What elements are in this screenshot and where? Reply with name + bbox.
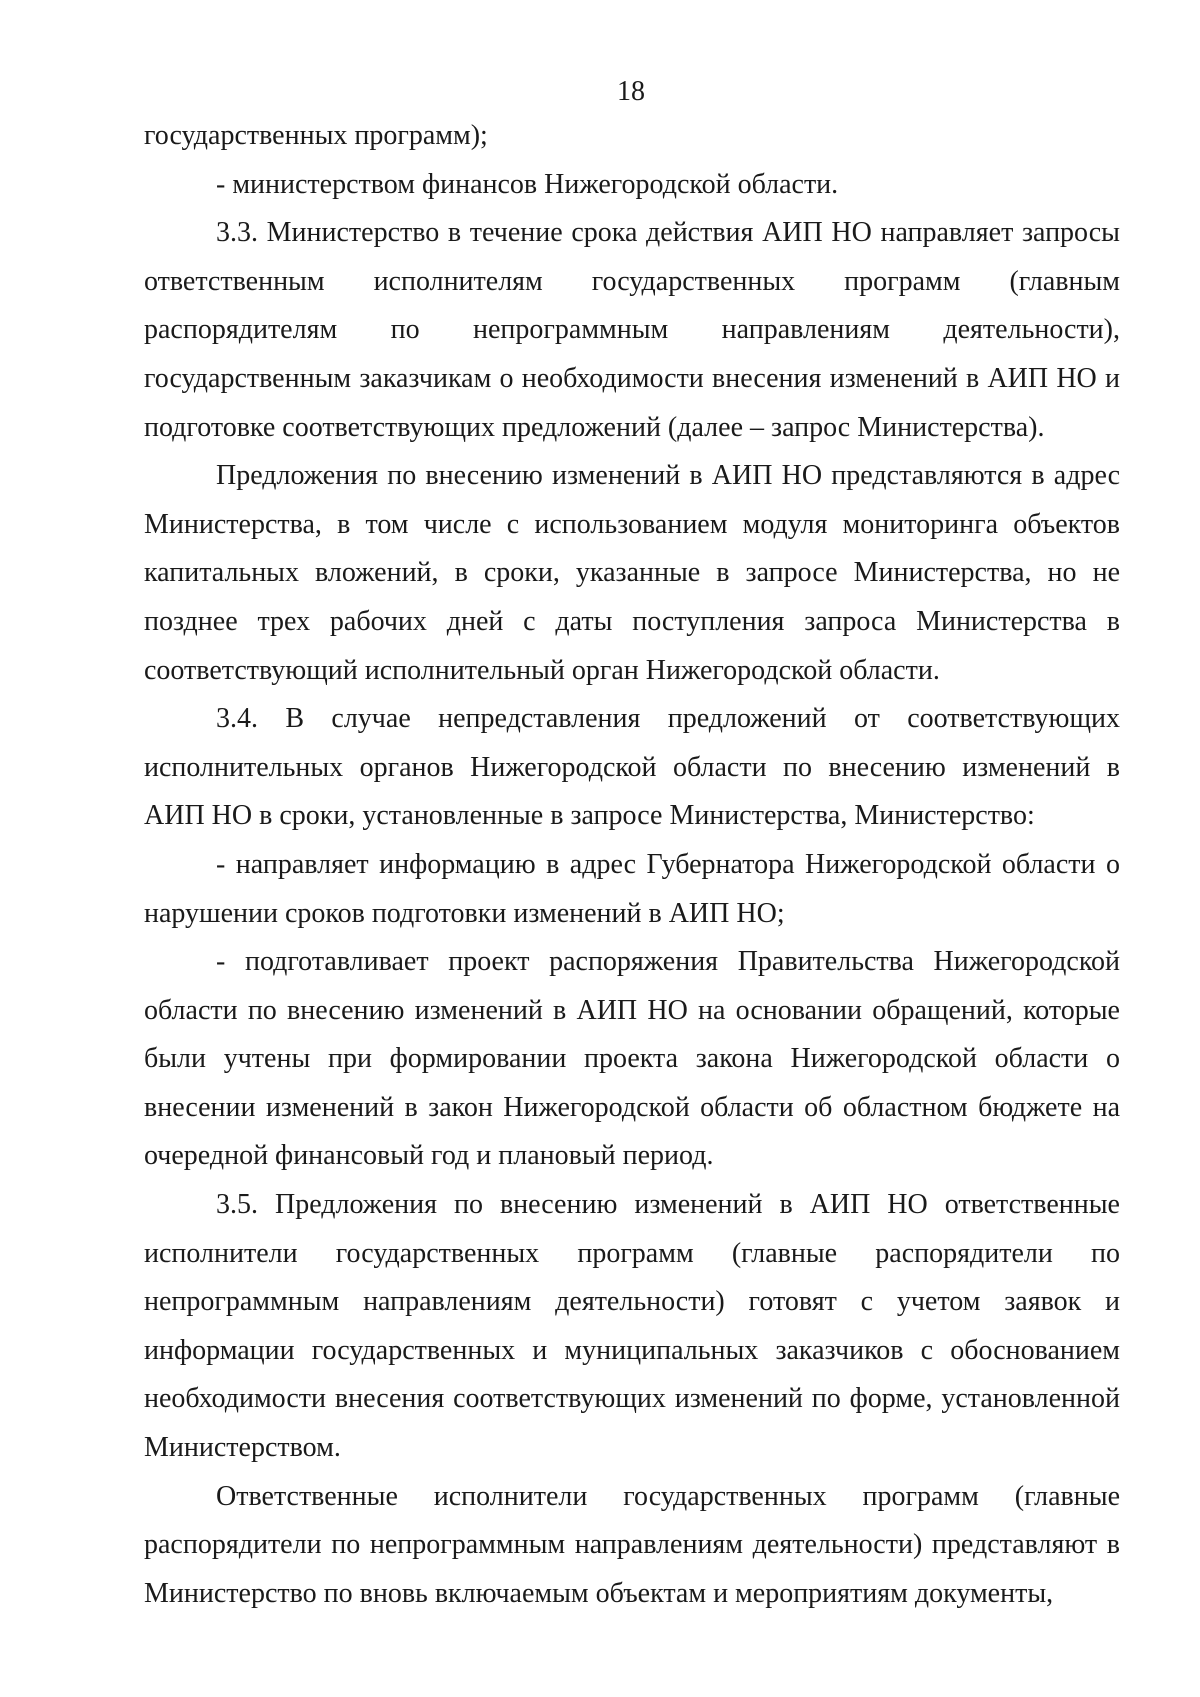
paragraph-responsible-executors: Ответственные исполнители государственных программ (главные распорядители по непрограммным направлениям деятельности) представляют в Министерство по вновь включаемым объектам и мероприятиям документы, — [144, 1480, 1120, 1609]
paragraph-proposals-submission: Предложения по внесению изменений в АИП НО представляются в адрес Министерства, в том числе с использованием модуля мониторинга объектов капитальных вложений, в сроки, указанные в запросе Министерства, но не позднее трех рабочих дней с даты поступления запроса Министерства в соответствующий исполнительный орган Нижегородской области. — [144, 460, 1120, 686]
paragraph-3-3: 3.3. Министерство в течение срока действия АИП НО направляет запросы ответственным исполнителям государственных программ (главным распорядителям по непрограммным направлениям деятельности), государственным заказчикам о необходимости внесения изменений в АИП НО и подготовке соответствующих предложений (далее – запрос Министерства). — [144, 217, 1120, 443]
paragraph-3-4: 3.4. В случае непредставления предложений от соответствующих исполнительных органов Нижегородской области по внесению изменений в АИП НО в сроки, установленные в запросе Министерства, Министерство: — [144, 703, 1120, 832]
paragraph-list-item-draft-order: - подготавливает проект распоряжения Правительства Нижегородской области по внесению изменений в АИП НО на основании обращений, которые были учтены при формировании проекта закона Нижегородской области о внесении изменений в закон Нижегородской области об областном бюджете на очередной финансовый год и плановый период. — [144, 946, 1120, 1172]
document-body — [144, 112, 1120, 1618]
paragraph-3-5: 3.5. Предложения по внесению изменений в АИП НО ответственные исполнители государственных программ (главные распорядители по непрограммным направлениям деятельности) готовят с учетом заявок и информации государственных и муниципальных заказчиков с обоснованием необходимости внесения соответствующих изменений по форме, установленной Министерством. — [144, 1189, 1120, 1464]
paragraph-list-item-governor-info: - направляет информацию в адрес Губернатора Нижегородской области о нарушении сроков подготовки изменений в АИП НО; — [144, 848, 1120, 929]
page-number: 18 — [617, 76, 645, 107]
paragraph-list-item-ministry-finance: - министерством финансов Нижегородской области. — [216, 168, 839, 200]
paragraph-continuation: государственных программ); — [144, 120, 488, 151]
